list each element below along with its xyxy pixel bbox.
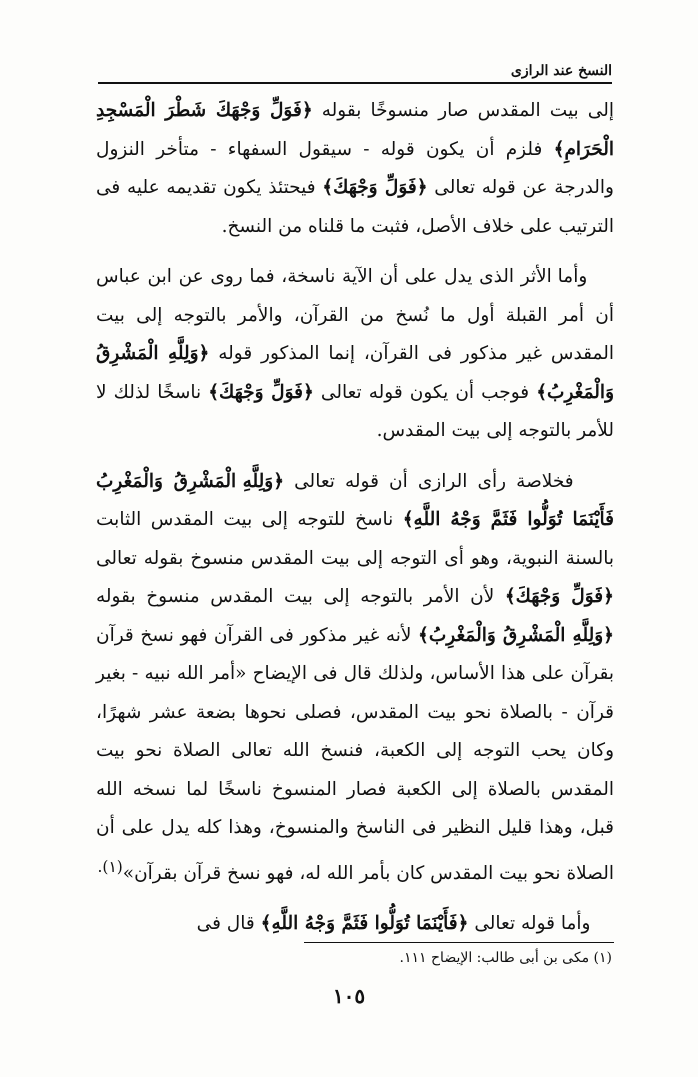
paragraph-2 [96, 258, 614, 451]
quran-verse: ﴿فَوَلِّ وَجْهَكَ﴾ [322, 177, 428, 198]
main-text [96, 92, 614, 944]
quran-verse: ﴿فَوَلِّ وَجْهَكَ شَطْرَ الْمَسْجِدِ الْحَرَامِ﴾ [96, 100, 614, 160]
footnote-marker: (١). [97, 857, 123, 876]
text-run: وأما الأثر الذى يدل على أن الآية ناسخة، فما روى عن ابن عباس أن أمر القبلة أول ما نُسخ من القرآن، والأمر بالتوجه إلى بيت المقدس غير مذكور فى القرآن، إنما المذكور قوله [96, 266, 614, 364]
text-run: إلى بيت المقدس صار منسوخًا بقوله [312, 100, 614, 121]
text-run: ناسخ للتوجه إلى بيت المقدس الثابت بالسنة النبوية، وهو أى التوجه إلى بيت المقدس منسوخ بقوله تعالى [96, 509, 614, 569]
running-title: النسخ عند الرازى [505, 63, 612, 79]
paragraph-4 [96, 905, 614, 944]
text-run: فخلاصة رأى الرازى أن قوله تعالى [284, 470, 574, 492]
footnote-divider [304, 942, 614, 943]
page-number: ١٠٥ [332, 984, 366, 1008]
footnote: (١) مكى بن أبى طالب: الإيضاح ١١١. [399, 950, 612, 966]
running-header [98, 60, 612, 84]
quran-verse: ﴿وَلِلَّهِ الْمَشْرِقُ وَالْمَغْرِبُ﴾ [418, 624, 614, 646]
quran-verse: ﴿وَلِلَّهِ الْمَشْرِقُ وَالْمَغْرِبُ﴾ [96, 343, 614, 403]
paragraph-1 [96, 92, 614, 246]
text-run: فوجب أن يكون قوله تعالى [313, 381, 537, 403]
text-run: فيحتئذ يكون تقديمه عليه فى الترتيب على خلاف الأصل، فثبت ما قلناه من النسخ. [96, 177, 614, 237]
paragraph-3 [96, 463, 614, 894]
text-run: لأنه غير مذكور فى القرآن فهو نسخ قرآن بقرآن على هذا الأساس، ولذلك قال فى الإيضاح «أمر الله نبيه - بغير قرآن - بالصلاة نحو بيت المقدس، فصلى نحوها بضعة عشر شهرًا، وكان يحب التوجه إلى الكعبة، فنسخ الله تعالى الصلاة نحو بيت المقدس بالصلاة إلى الكعبة فصار المنسوخ ناسخًا لما نسخه الله قبل، وهذا قليل النظير فى الناسخ والمنسوخ، وهذا كله يدل على أن الصلاة نحو بيت المقدس كان بأمر الله له، فهو نسخ قرآن بقرآن» [96, 624, 615, 884]
text-run: فلزم أن يكون قوله - سيقول السفهاء - متأخر النزول والدرجة عن قوله تعالى [96, 138, 614, 198]
quran-verse: ﴿وَلِلَّهِ الْمَشْرِقُ وَالْمَغْرِبُ فَأَيْنَمَا تُوَلُّوا فَثَمَّ وَجْهُ اللَّهِ﴾ [96, 470, 614, 530]
quran-verse: ﴿فَأَيْنَمَا تُوَلُّوا فَثَمَّ وَجْهُ اللَّهِ﴾ [260, 913, 469, 935]
text-run: قال فى [196, 913, 261, 935]
quran-verse: ﴿فَوَلِّ وَجْهَكَ﴾ [504, 586, 614, 607]
text-run: ناسخًا لذلك لا للأمر بالتوجه إلى بيت المقدس. [96, 381, 614, 441]
text-run: لأن الأمر بالتوجه إلى بيت المقدس منسوخ بقوله [96, 586, 505, 607]
text-run: وأما قوله تعالى [468, 913, 591, 935]
quran-verse: ﴿فَوَلِّ وَجْهَكَ﴾ [208, 381, 314, 403]
